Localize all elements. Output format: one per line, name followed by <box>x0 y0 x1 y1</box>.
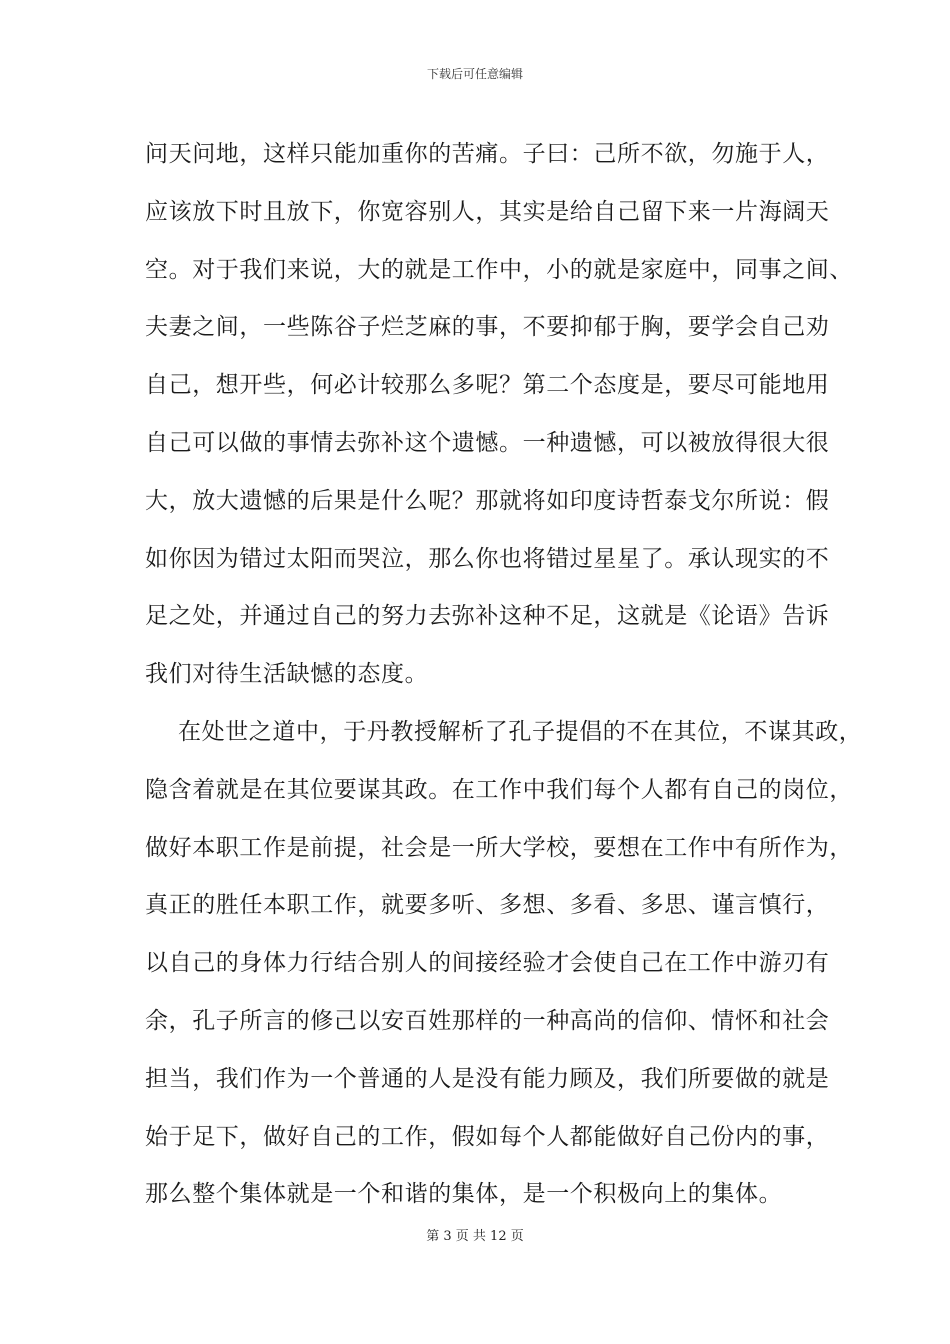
paragraph-line: 空。对于我们来说，大的就是工作中，小的就是家庭中，同事之间、 <box>145 256 853 283</box>
paragraph-line: 我们对待生活缺憾的态度。 <box>145 661 429 688</box>
paragraph-line: 始于足下，做好自己的工作，假如每个人都能做好自己份内的事， <box>145 1123 830 1150</box>
paragraph-line: 足之处，并通过自己的努力去弥补这种不足，这就是《论语》告诉 <box>145 603 830 630</box>
paragraph-line: 自己可以做的事情去弥补这个遗憾。一种遗憾，可以被放得很大很 <box>145 429 830 456</box>
paragraph-line: 那么整个集体就是一个和谐的集体，是一个积极向上的集体。 <box>145 1181 783 1208</box>
paragraph-line: 隐含着就是在其位要谋其政。在工作中我们每个人都有自己的岗位， <box>145 776 853 803</box>
paragraph <box>145 126 853 704</box>
paragraph-line: 在处世之道中，于丹教授解析了孔子提倡的不在其位，不谋其政， <box>178 718 863 745</box>
paragraph-line: 如你因为错过太阳而哭泣，那么你也将错过星星了。承认现实的不 <box>145 545 830 572</box>
paragraph-line: 余，孔子所言的修己以安百姓那样的一种高尚的信仰、情怀和社会 <box>145 1007 830 1034</box>
paragraph-line: 自己，想开些，何必计较那么多呢？第二个态度是，要尽可能地用 <box>145 372 830 399</box>
paragraph-line: 夫妻之间，一些陈谷子烂芝麻的事，不要抑郁于胸，要学会自己劝 <box>145 314 830 341</box>
page-footer: 第 3 页 共 12 页 <box>426 1229 524 1244</box>
paragraph-line: 做好本职工作是前提，社会是一所大学校，要想在工作中有所作为， <box>145 834 853 861</box>
document-body <box>145 126 863 1224</box>
page-header: 下载后可任意编辑 <box>426 67 523 81</box>
paragraph-line: 真正的胜任本职工作，就要多听、多想、多看、多思、谨言慎行， <box>145 892 830 919</box>
paragraph-line: 以自己的身体力行结合别人的间接经验才会使自己在工作中游刃有 <box>145 950 830 977</box>
paragraph-line: 大，放大遗憾的后果是什么呢？那就将如印度诗哲泰戈尔所说：假 <box>145 487 830 514</box>
paragraph <box>145 704 863 1224</box>
paragraph-line: 担当，我们作为一个普通的人是没有能力顾及，我们所要做的就是 <box>145 1065 830 1092</box>
paragraph-line: 应该放下时且放下，你宽容别人，其实是给自己留下来一片海阔天 <box>145 198 830 225</box>
paragraph-line: 问天问地，这样只能加重你的苦痛。子曰：己所不欲，勿施于人， <box>145 141 830 167</box>
